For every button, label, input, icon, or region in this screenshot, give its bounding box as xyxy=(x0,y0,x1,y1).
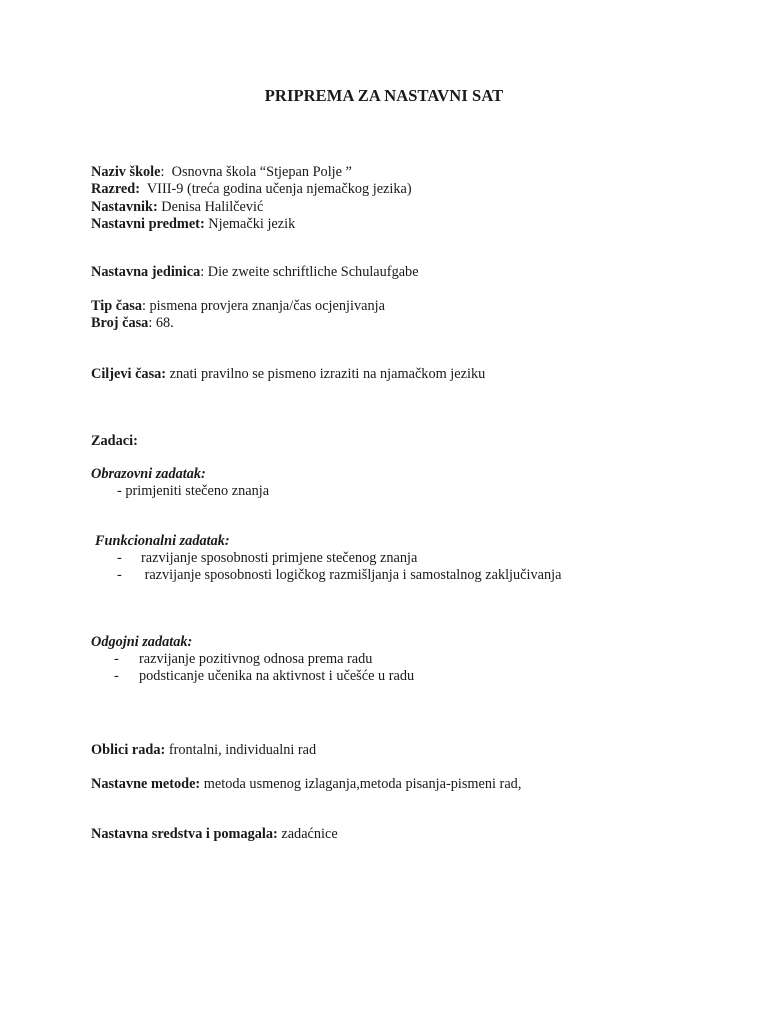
teacher-value: Denisa Halilčević xyxy=(157,198,264,215)
forms-row xyxy=(91,742,316,759)
methods-label: Nastavne metode: xyxy=(91,776,201,792)
aids-value: zadaćnice xyxy=(277,826,338,842)
list-item-text: podsticanje učenika na aktivnost i učešće u radu xyxy=(139,668,415,685)
page-title: PRIPREMA ZA NASTAVNI SAT xyxy=(264,86,504,105)
grade-row xyxy=(91,181,412,198)
school-info xyxy=(91,164,412,233)
aids-row xyxy=(91,826,338,843)
dash-bullet: - xyxy=(117,550,122,566)
list-item-text: razvijanje pozitivnog odnosa prema radu xyxy=(139,651,373,667)
number-row xyxy=(91,315,385,332)
school-label: Naziv škole xyxy=(91,164,161,180)
unit-value: : Die zweite schriftliche Schulaufgabe xyxy=(200,264,419,280)
teacher-label: Nastavnik: xyxy=(91,198,158,215)
aids-label: Nastavna sredstva i pomagala: xyxy=(91,826,278,842)
school-row xyxy=(91,164,412,181)
subject-value: Njemački jezik xyxy=(204,215,296,232)
lesson-type-info xyxy=(91,298,385,333)
unit-row xyxy=(91,264,419,281)
number-value: : 68. xyxy=(148,315,174,332)
subject-row xyxy=(91,216,412,233)
number-label: Broj časa xyxy=(91,315,149,332)
list-item-text: razvijanje sposobnosti logičkog razmišljanja i samostalnog zaključivanja xyxy=(141,567,562,584)
list-item-text: razvijanje sposobnosti primjene stečenog znanja xyxy=(141,550,418,566)
functional-heading: Funkcionalni zadatak: xyxy=(95,533,230,549)
tasks-heading: Zadaci: xyxy=(91,433,138,449)
grade-label: Razred: xyxy=(91,181,140,198)
methods-row xyxy=(91,776,521,793)
type-value: : pismena provjera znanja/čas ocjenjivanja xyxy=(141,298,385,314)
goals-row xyxy=(91,366,485,383)
school-colon: : xyxy=(160,164,165,180)
school-value: Osnovna škola “Stjepan Polje ” xyxy=(164,164,352,180)
teacher-row xyxy=(91,199,412,216)
goals-label: Ciljevi časa: xyxy=(91,366,167,382)
dash-bullet: - xyxy=(117,567,122,584)
subject-label: Nastavni predmet: xyxy=(91,215,205,232)
dash-bullet: - xyxy=(114,668,119,685)
unit-label: Nastavna jedinica xyxy=(91,264,201,280)
dash-bullet: - xyxy=(114,651,119,667)
forms-value: frontalni, individualni rad xyxy=(165,742,317,758)
educational-heading: Obrazovni zadatak: xyxy=(91,466,206,482)
goals-value: znati pravilno se pismeno izraziti na njamačkom jeziku xyxy=(166,366,486,382)
grade-value: VIII-9 (treća godina učenja njemačkog jezika) xyxy=(139,181,412,198)
upbringing-heading: Odgojni zadatak: xyxy=(91,634,193,650)
educational-item: - primjeniti stečeno znanja xyxy=(117,483,270,499)
methods-value: metoda usmenog izlaganja,metoda pisanja-pismeni rad, xyxy=(200,776,522,792)
forms-label: Oblici rada: xyxy=(91,742,166,758)
type-label: Tip časa xyxy=(91,298,142,314)
type-row xyxy=(91,298,385,315)
